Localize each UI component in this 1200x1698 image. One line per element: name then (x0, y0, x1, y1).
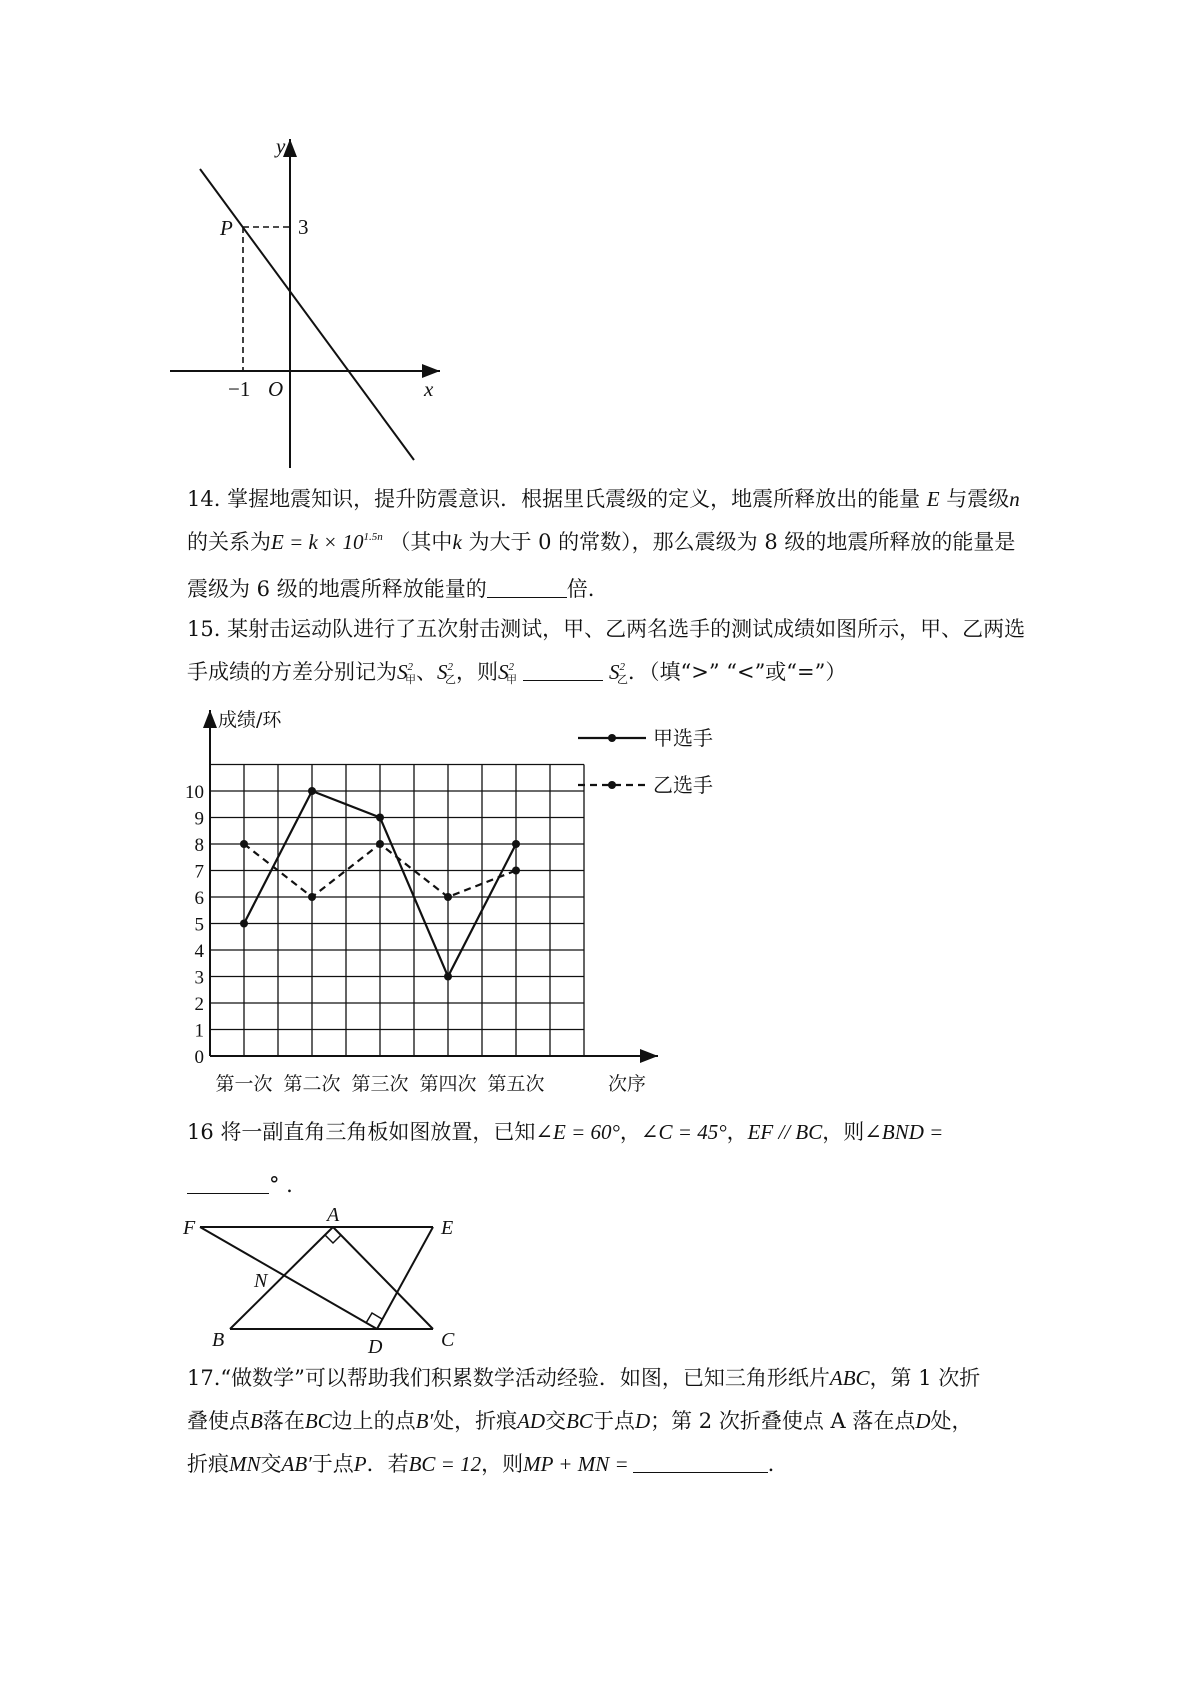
q15-sub-jia: 甲 (405, 673, 416, 686)
q14-var-e: E (926, 487, 940, 511)
q16-ask: ∠BND = (864, 1120, 944, 1144)
q17-text-3b: 交 (260, 1452, 282, 1476)
series-point (444, 973, 452, 981)
q14-answer-blank[interactable] (487, 573, 567, 598)
label-c: C (441, 1329, 455, 1351)
q17-answer-blank[interactable] (633, 1448, 768, 1473)
q16-number: 16 (187, 1120, 214, 1144)
q15-sub-yi: 乙 (445, 673, 456, 686)
q14-text-2c: 为大于 0 的常数），那么震级为 8 级的地震所释放的能量是 (468, 530, 1016, 554)
q16-comma-1: ， (619, 1120, 641, 1144)
x-tick-label: 第二次 (283, 1073, 341, 1095)
q16-text-a: 将一副直角三角板如图放置，已知 (220, 1120, 536, 1144)
scores-line-chart (180, 700, 800, 1100)
q15-text-2a: 手成绩的方差分别记为 (187, 660, 397, 684)
q15-text-2c: ．（填“>” “<”或“=”） (628, 660, 847, 684)
y-tick-3: 3 (298, 215, 309, 239)
segment-ed (377, 1227, 433, 1329)
label-e: E (441, 1217, 454, 1239)
q16-comma-2: ， (726, 1120, 748, 1144)
q17-line-3 (187, 1443, 1047, 1486)
q15-answer-blank[interactable] (523, 656, 603, 681)
q16-line-2 (187, 1164, 1047, 1207)
label-a: A (327, 1205, 340, 1226)
right-angle-mark-a (325, 1235, 341, 1243)
series-point (308, 893, 316, 901)
q14-var-k: k (452, 530, 462, 554)
q17-bc: BC (304, 1409, 332, 1433)
y-tick-label: 6 (194, 888, 204, 909)
question-15 (187, 608, 1047, 698)
q16-line-1 (187, 1111, 1047, 1154)
x-tick-label: 第四次 (419, 1073, 477, 1095)
series-point (376, 840, 384, 848)
q17-text-2g: ；第 2 次折叠使点 A 落在点 (650, 1409, 916, 1433)
q16-text-b: ，则 (822, 1120, 865, 1144)
series-point (240, 840, 248, 848)
y-tick-label: 4 (194, 941, 204, 962)
y-tick-label: 9 (194, 808, 204, 830)
y-tick-label: 5 (194, 914, 204, 936)
y-tick-label: 3 (194, 967, 204, 989)
q15-sep: 、 (416, 660, 437, 684)
q14-formula-exponent: 1.5n (363, 531, 383, 543)
series-point (512, 867, 520, 875)
q17-b-prime: B′ (415, 1409, 434, 1433)
origin-label: O (268, 377, 284, 401)
right-angle-mark-d (366, 1313, 382, 1323)
y-axis-label: y (276, 135, 286, 158)
q14-line-2 (187, 521, 1047, 568)
label-n: N (254, 1270, 268, 1292)
q17-text-1a: “做数学”可以帮助我们积累数学活动经验．如图，已知三角形纸片 (220, 1366, 830, 1390)
figure-16-triangles (180, 1205, 470, 1360)
q15-s-jia-2: $S^2$ (498, 660, 514, 684)
q17-text-3e: ，则 (481, 1452, 524, 1476)
q17-abc: ABC (829, 1366, 870, 1390)
q17-text-3a: 折痕 (187, 1452, 229, 1476)
q14-formula: E = k × 10 (271, 530, 364, 554)
q14-line-1 (187, 478, 1047, 521)
label-b: B (212, 1329, 225, 1351)
series-point (240, 920, 248, 928)
y-tick-label: 2 (194, 994, 204, 1015)
q17-text-2h: 处， (930, 1409, 973, 1433)
y-tick-label: 1 (194, 1020, 204, 1042)
chart-x-ticks (215, 1073, 544, 1095)
q16-cond-parallel: EF // BC (747, 1120, 823, 1144)
series-point (512, 840, 520, 848)
q15-line-2 (187, 651, 1047, 698)
chart-legend (578, 726, 713, 797)
y-tick-label: 8 (194, 835, 204, 856)
q17-bc-2: BC (566, 1409, 593, 1433)
q15-number: 15. (187, 617, 221, 641)
point-p-label: P (220, 216, 233, 240)
q16-answer-blank[interactable] (187, 1169, 269, 1194)
y-tick-label: 10 (185, 782, 204, 803)
chart-y-label: 成绩/环 (218, 709, 282, 731)
x-tick-label: 第三次 (351, 1073, 409, 1095)
q14-text-3a: 震级为 6 级的地震所释放能量的 (187, 577, 487, 601)
q15-s-yi: $S^2$ (437, 660, 453, 684)
x-axis-label: x (424, 377, 434, 401)
legend-label: 甲选手 (653, 726, 713, 750)
q16-tail: ° . (269, 1173, 293, 1197)
legend-label: 乙选手 (653, 773, 713, 797)
q17-text-1b: ，第 1 次折 (869, 1366, 981, 1390)
q17-end: . (767, 1452, 775, 1476)
y-tick-label: 7 (194, 861, 204, 883)
q17-text-2e: 交 (545, 1409, 567, 1433)
label-d: D (368, 1336, 383, 1358)
graph-line (200, 169, 414, 460)
q14-text-1a: 掌握地震知识，提升防震意识．根据里氏震级的定义，地震所释放出的能量 (227, 487, 921, 511)
segment-ac (333, 1227, 433, 1329)
q17-text-3d: ．若 (366, 1452, 409, 1476)
segment-ba (230, 1227, 333, 1329)
q14-text-1b: 与震级 (946, 487, 1010, 511)
q14-var-n: n (1009, 487, 1020, 511)
q14-number: 14. (187, 487, 221, 511)
q17-ad: AD (517, 1409, 546, 1433)
chart-grid (210, 765, 584, 1057)
q15-text-1: 某射击运动队进行了五次射击测试，甲、乙两名选手的测试成绩如图所示，甲、乙两选 (227, 617, 1026, 641)
q17-d-2: D (915, 1409, 931, 1433)
x-tick-label: 第一次 (215, 1073, 273, 1095)
label-f: F (183, 1217, 196, 1239)
q17-number: 17. (187, 1366, 221, 1390)
q17-text-2f: 于点 (592, 1409, 635, 1433)
q17-b: B (250, 1409, 263, 1433)
q17-text-2a: 叠使点 (187, 1409, 250, 1433)
q17-text-3c: 于点 (311, 1452, 354, 1476)
legend-marker (608, 734, 616, 742)
question-17 (187, 1357, 1047, 1486)
q14-text-2a: 的关系为 (187, 530, 271, 554)
legend-marker (608, 781, 616, 789)
q17-d: D (634, 1409, 651, 1433)
question-14 (187, 478, 1047, 611)
q15-s-yi-2: $S^2$ (609, 660, 625, 684)
q15-sub-yi-2: 乙 (617, 673, 628, 686)
q17-p: P (353, 1452, 367, 1476)
q17-line-1 (187, 1357, 1047, 1400)
q16-cond-e: ∠E = 60° (535, 1120, 620, 1144)
q15-line-1 (187, 608, 1047, 651)
q15-s-jia: $S^2$ (397, 660, 413, 684)
q17-text-2c: 边上的点 (331, 1409, 416, 1433)
q15-text-2b: ，则 (456, 660, 498, 684)
q17-ask: MP + MN = (523, 1452, 629, 1476)
q14-line-3 (187, 568, 1047, 611)
segment-fd (200, 1227, 377, 1329)
q17-text-2b: 落在 (262, 1409, 305, 1433)
chart-y-ticks (185, 782, 205, 1068)
q17-text-2d: 处，折痕 (433, 1409, 518, 1433)
series-point (444, 893, 452, 901)
series-point (376, 814, 384, 822)
q17-cond: BC = 12 (408, 1452, 482, 1476)
x-tick-minus-1: −1 (228, 377, 251, 401)
chart-x-label: 次序 (608, 1073, 647, 1095)
q17-line-2 (187, 1400, 1047, 1443)
q17-mn: MN (229, 1452, 261, 1476)
q17-ab-prime: AB′ (281, 1452, 312, 1476)
series-point (308, 787, 316, 795)
figure-13-coordinate-graph (170, 135, 450, 470)
q16-cond-c: ∠C = 45° (640, 1120, 727, 1144)
x-tick-label: 第五次 (487, 1073, 545, 1095)
y-tick-label: 0 (194, 1047, 204, 1068)
q14-text-3b: 倍. (566, 577, 595, 601)
question-16 (187, 1111, 1047, 1207)
q14-text-2b: （其中 (389, 530, 453, 554)
q15-sub-jia-2: 甲 (506, 673, 517, 686)
